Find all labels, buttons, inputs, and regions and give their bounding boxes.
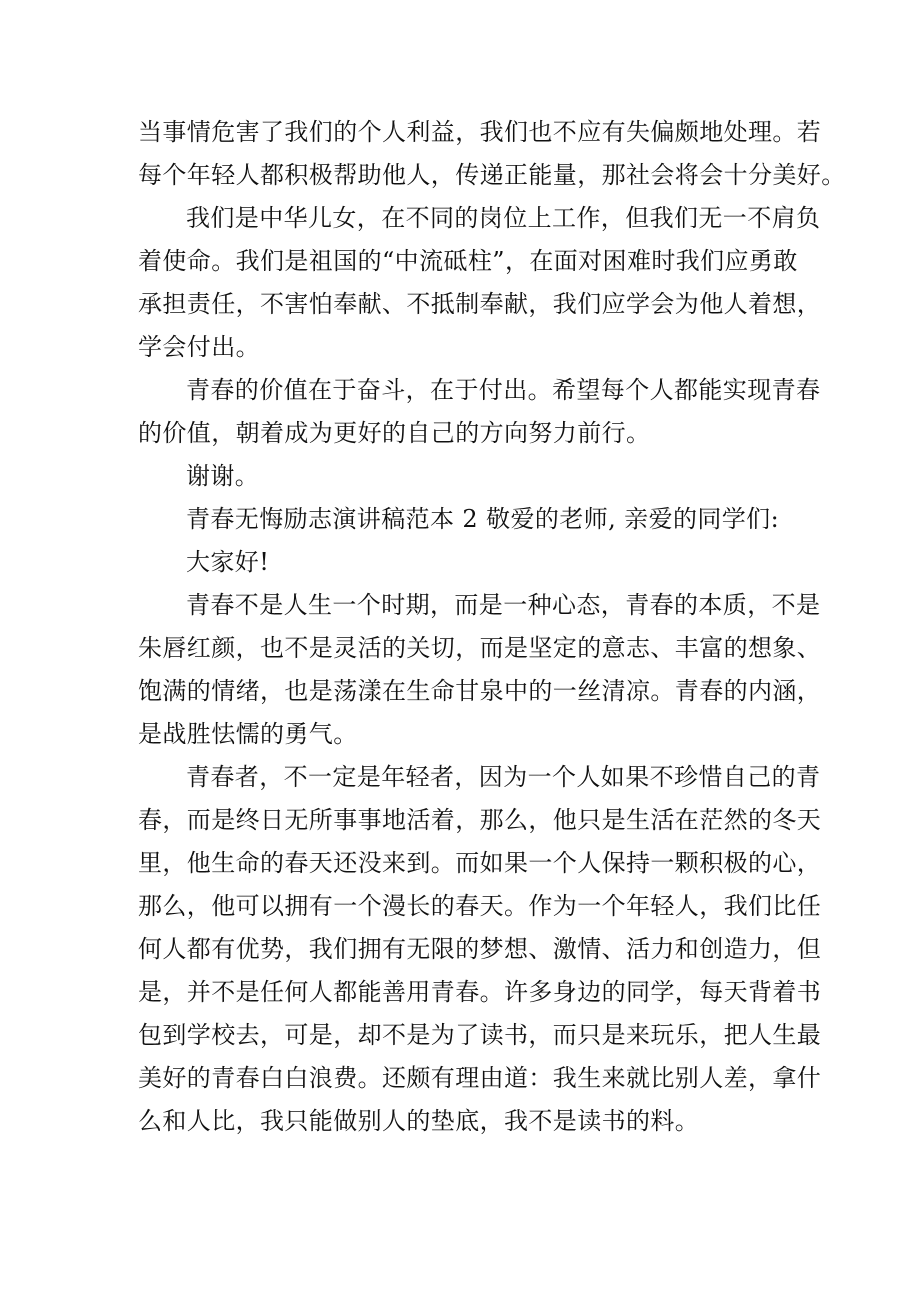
text-line: 是，并不是任何人都能善用青春。许多身边的同学，每天背着书	[138, 978, 822, 1006]
text-line: 何人都有优势，我们拥有无限的梦想、激情、活力和创造力，但	[138, 935, 822, 963]
text-line: 着使命。我们是祖国的“中流砥柱”，在面对困难时我们应勇敢	[138, 247, 798, 275]
text-line: 承担责任，不害怕奉献、不抵制奉献，我们应学会为他人着想，	[138, 290, 822, 318]
text-line: 春，而是终日无所事事地活着，那么，他只是生活在茫然的冬天	[138, 806, 822, 834]
text-line: 里，他生命的春天还没来到。而如果一个人保持一颗积极的心，	[138, 849, 822, 877]
document-body	[138, 111, 846, 1143]
text-line: 美好的青春白白浪费。还颇有理由道：我生来就比别人差，拿什	[138, 1064, 822, 1092]
text-line: 青春的价值在于奋斗，在于付出。希望每个人都能实现青春	[186, 376, 821, 404]
text-line: 每个年轻人都积极帮助他人，传递正能量，那社会将会十分美好。	[138, 161, 846, 189]
text-line: 青春不是人生一个时期，而是一种心态，青春的本质，不是	[186, 591, 821, 619]
greeting-line: 大家好!	[186, 548, 270, 576]
section-heading: 青春无悔励志演讲稿范本 2 敬爱的老师, 亲爱的同学们:	[186, 505, 780, 533]
text-line: 么和人比，我只能做别人的垫底，我不是读书的料。	[138, 1107, 700, 1135]
text-line: 朱唇红颜，也不是灵活的关切，而是坚定的意志、丰富的想象、	[138, 634, 822, 662]
text-line: 饱满的情绪，也是荡漾在生命甘泉中的一丝清凉。青春的内涵，	[138, 677, 822, 705]
text-line: 是战胜怯懦的勇气。	[138, 720, 358, 748]
text-line: 当事情危害了我们的个人利益，我们也不应有失偏颇地处理。若	[138, 118, 822, 146]
text-line: 学会付出。	[138, 333, 260, 361]
text-line: 那么，他可以拥有一个漫长的春天。作为一个年轻人，我们比任	[138, 892, 822, 920]
text-line: 包到学校去，可是，却不是为了读书，而只是来玩乐，把人生最	[138, 1021, 822, 1049]
text-line: 谢谢。	[186, 462, 260, 490]
text-line: 的价值，朝着成为更好的自己的方向努力前行。	[138, 419, 651, 447]
text-line: 青春者，不一定是年轻者，因为一个人如果不珍惜自己的青	[186, 763, 821, 791]
text-line: 我们是中华儿女，在不同的岗位上工作，但我们无一不肩负	[186, 204, 821, 232]
